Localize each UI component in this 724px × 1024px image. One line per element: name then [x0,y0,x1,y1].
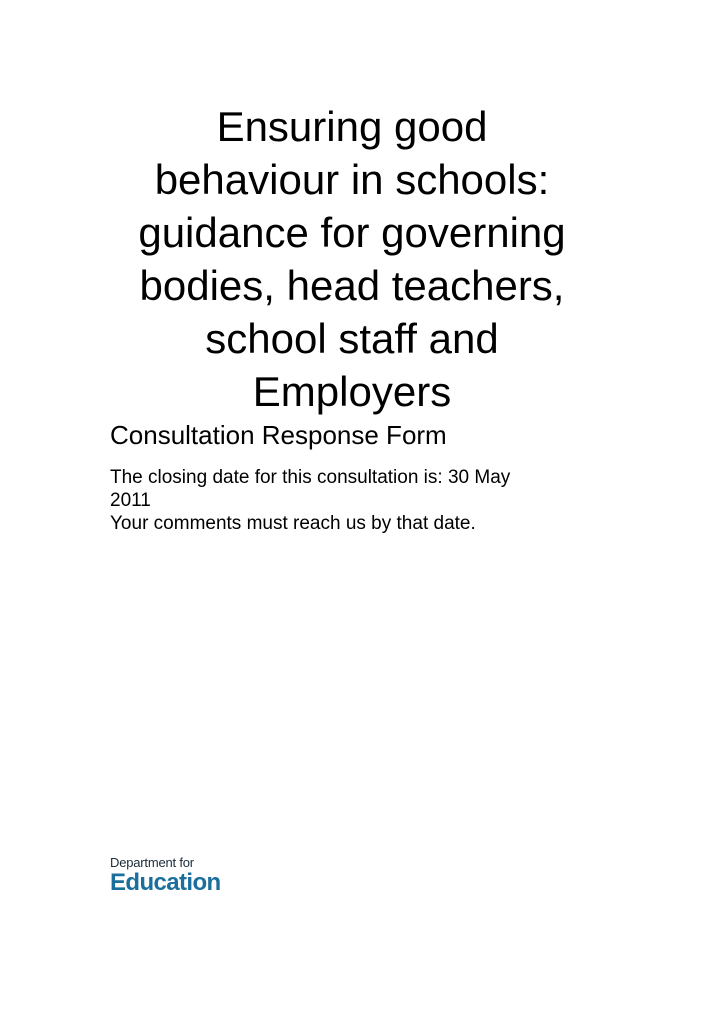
closing-date-notice [110,466,510,535]
notice-line: The closing date for this consultation is: 30 May [110,467,511,488]
title-line: Ensuring good [216,103,488,150]
title-line: behaviour in schools: [154,156,550,203]
department-for-education-logo [110,856,250,896]
title-line: guidance for governing [138,209,566,256]
notice-line: 2011 [110,490,151,511]
title-line: bodies, head teachers, [139,262,565,309]
logo-line-department: Department for [110,855,194,870]
logo-line-education: Education [110,869,221,896]
title-line: Employers [252,368,452,415]
notice-line: Your comments must reach us by that date. [110,513,476,534]
title-line: school staff and [205,315,499,362]
form-subtitle: Consultation Response Form [110,420,447,450]
document-title [100,100,604,418]
